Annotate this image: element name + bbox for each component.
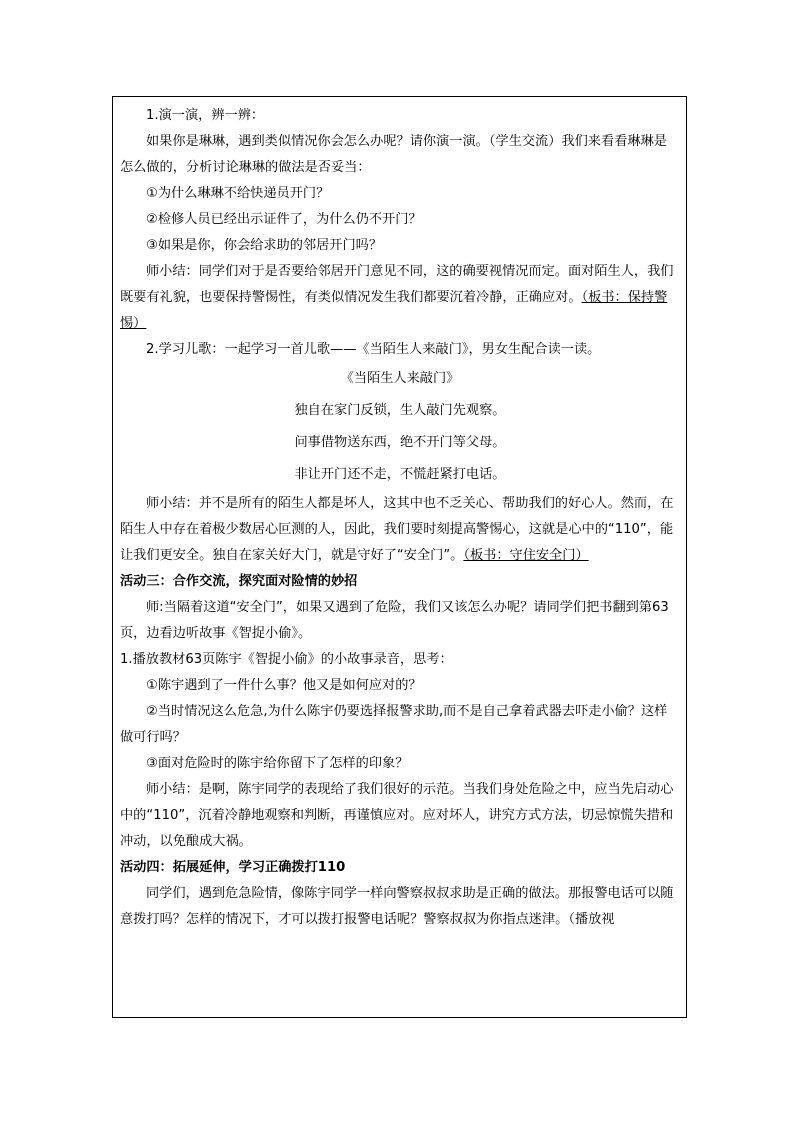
paragraph-text: 师小结：同学们对于是否要给邻居开门意见不同，这的确要视情况而定。面对陌生人，我们既要有礼貌，也要保持警惕性，有类似情况发生我们都要沉着冷静，正确应对。: [120, 264, 674, 305]
paragraph: [120, 103, 680, 129]
paragraph-text: ③如果是你，你会给求助的邻居开门吗？: [146, 238, 383, 253]
children-song: [120, 363, 680, 491]
paragraph: [120, 233, 680, 259]
paragraph: [120, 207, 680, 233]
paragraph-text: 如果你是琳琳，遇到类似情况你会怎么办呢？请你演一演。（学生交流）我们来看看琳琳是怎么做的，分析讨论琳琳的做法是否妥当：: [120, 134, 667, 175]
lesson-content: [120, 103, 680, 933]
paragraph: [120, 129, 680, 181]
activity-heading: [120, 855, 680, 881]
paragraph: [120, 595, 680, 647]
paragraph-text: ②当时情况这么危急,为什么陈宇仍要选择报警求助,而不是自己拿着武器去吓走小偷？这样做可行吗？: [120, 704, 668, 745]
paragraph-text: 活动三：合作交流，探究面对险情的妙招: [120, 574, 358, 589]
paragraph-text: 2.学习儿歌：一起学习一首儿歌——《当陌生人来敲门》，男女生配合读一读。: [146, 342, 601, 357]
song-line: 非让开门还不走，不慌赶紧打电话。: [294, 467, 506, 482]
paragraph-text: 师小结：并不是所有的陌生人都是坏人，这其中也不乏关心、帮助我们的好心人。然而，在陌生人中存在着极少数居心叵测的人，因此，我们要时刻提高警惕心，这就是心中的“110”，能让我们更安全。独自在家关好大门，就是守好了“安全门”。: [120, 496, 674, 563]
paragraph-text: 1.演一演，辨一辨：: [146, 108, 265, 123]
paragraph: [120, 673, 680, 699]
paragraph-text: 师:当隔着这道“安全门”，如果又遇到了危险，我们又该怎么办呢？请同学们把书翻到第63页，边看边听故事《智捉小偷》。: [120, 600, 669, 641]
board-note: （板书：守住安全门）: [463, 548, 589, 563]
song-title: 《当陌生人来敲门》: [340, 371, 460, 386]
paragraph-text: 1.播放教材63页陈宇《智捉小偷》的小故事录音，思考：: [120, 652, 453, 667]
paragraph: [120, 491, 680, 569]
paragraph: [120, 259, 680, 337]
paragraph-text: ③面对危险时的陈宇给你留下了怎样的印象？: [146, 756, 409, 771]
paragraph-text: ①为什么琳琳不给快递员开门？: [146, 186, 330, 201]
paragraph-text: 师小结：是啊，陈宇同学的表现给了我们很好的示范。当我们身处危险之中，应当先启动心中的“110”，沉着冷静地观察和判断，再谨慎应对。应对坏人，讲究方式方法，切忌惊慌失措和冲动，以免酿成大祸。: [120, 782, 674, 849]
paragraph-text: ①陈宇遇到了一件什么事？他又是如何应对的？: [146, 678, 422, 693]
paragraph: [120, 337, 680, 363]
board-note: （板书：保持警惕）: [120, 290, 668, 331]
paragraph: [120, 777, 680, 855]
paragraph: [120, 751, 680, 777]
paragraph: [120, 647, 680, 673]
paragraph: [120, 699, 680, 751]
song-line: 问事借物送东西，绝不开门等父母。: [294, 435, 506, 450]
paragraph-text: ②检修人员已经出示证件了，为什么仍不开门？: [146, 212, 422, 227]
lesson-table-cell: [112, 96, 687, 1018]
song-line: 独自在家门反锁，生人敲门先观察。: [294, 403, 506, 418]
paragraph: [120, 881, 680, 933]
activity-heading: [120, 569, 680, 595]
paragraph-text: 同学们，遇到危急险情，像陈宇同学一样向警察叔叔求助是正确的做法。那报警电话可以随意拨打吗？怎样的情况下，才可以拨打报警电话呢？警察叔叔为你指点迷津。（播放视: [120, 886, 674, 927]
paragraph-text: 活动四：拓展延伸，学习正确拨打110: [120, 860, 346, 875]
paragraph: [120, 181, 680, 207]
